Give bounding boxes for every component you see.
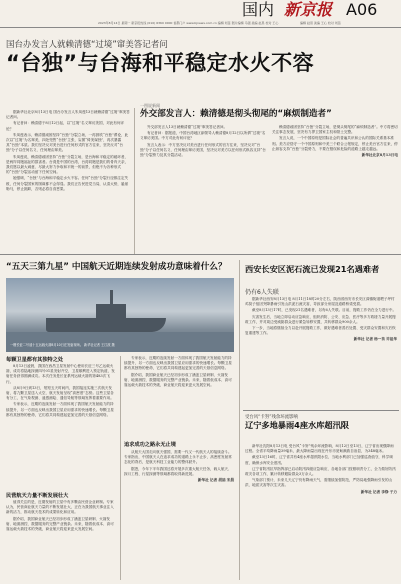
space-column-rule (120, 356, 121, 580)
ship-bridge-shape (96, 304, 126, 318)
section-rule (0, 254, 401, 255)
meta-line-right: 编辑 赵思 美编 王心 校对 刘苗 (300, 21, 341, 25)
space-body-1: 8月13日凌晨，我国在西昌卫星发射中心使用长征三号乙运载火箭，成功将陆地探测四号01星发射升空，卫星顺利进入预定轨道，发射任务获得圆满成功。本次任务是长征系列运载火箭的第483次飞行。 从8月9日到13日，短短五天时间内，我国接连实施三次航天发射，将九颗卫星送入太空，航天发射呈现“高密度”态势。这些卫星各有分工，在气象观测、遥感测绘、通信导航等领域发挥着重要作用。 专家表示，近期的连续发射一方面体现了我国航天发射能力的持续提升，另一方面也反映出我国卫星应用需求的快速增长。每颗卫星都有其独特的使命，它们将共同构建起更加完善的天基信息网络。 (6, 364, 115, 417)
flood-title: 西安长安区泥石流已发现21名遇难者 (245, 264, 380, 274)
flood-body: 据新华社西安8月13日电 8月11日18时20分左右，陕西省西安市长安区滦镇街道喂子坪村鸡窝子组因突降暴雨引发山洪泥石流灾害，导致部分房屋及道路桥梁受损。 截至8月13日17时，已发现21名遇难者，另有6人失联。目前，搜救工作仍在全力进行中。 灾害发生后，当地立即启动应急响应，组织消防、公安、应急、医疗等多方救援力量开展搜救工作，并对周边受威胁群众进行紧急转移安置，共转移群众900余人。 下一步，当地将继续全力以赴开展搜救工作，做好遇难者善后处置、受灾群众安置和灾后恢复重建等工作。 新华社 记者 杨一苗 许祖华 (245, 297, 397, 342)
section-label: 国内 (242, 0, 275, 19)
flood-deck: 仍有6人失联 (245, 289, 279, 296)
ship-mast-shape (110, 290, 113, 304)
ship-hull-shape (46, 318, 166, 332)
header-rule (0, 27, 401, 28)
brand-logo: 新京报 (284, 0, 333, 19)
liaoning-body: 新华社沈阳8月13日电 受台风“卡努”残余环流影响，8月12日至13日，辽宁省出现强降雨过程。全省平均降雨量39毫米，最大降雨量出现在丹东市宽甸满族自治县，为348毫米。 截至13日16时，辽宁省共有4座水库超汛限水位，当地水利部门已加强巡查值守，科学调度，确保水库安全度汛。 辽宁省防汛抗旱指挥部已启动防汛四级应急响应，各地各部门按照职责分工，全力做好防汛救灾各项工作，累计转移避险群众3万余人。 气象部门预计，未来几天辽宁仍有降雨天气，需继续加强防范，严防局地强降雨引发的山洪、地质灾害等次生灾害。 新华社 记者 李铮 于力 (245, 444, 397, 494)
feature-body: 外交部发言人13日就赖清德“过境”窜美答记者问。 有记者问：据报道，中国台湾地区副领导人赖清德8月12日以所谓“过境”名义窜访美国。中方对此有何评论？ 发言人表示：中方坚决反对美台进行任何形式的官方往来，坚决反对“台独”分子以任何名义、任何理由窜访美国，坚决反对美方以任何形式纵容支持“台独”分裂势力及其分裂活动。 赖清德顽固坚持“台独”分裂立场，是彻头彻尾的“麻烦制造者”。中方将密切关注事态发展，坚决有力捍卫国家主权和领土完整。 发言人说，一个中国原则是国际社会的普遍共识和公认的国际关系基本准则。美方应恪守一个中国原则和中美三个联合公报规定，停止美台官方往来，停止纵容支持“台独”分裂势力，不要在错误和危险的道路上越走越远。 新华社北京8月13日电 (140, 125, 398, 158)
launch-photo (6, 278, 234, 352)
space-body-3a: 专家表示，近期的连续发射一方面体现了我国航天发射能力的持续提升，另一方面也反映出我国卫星应用需求的快速增长。每颗卫星都有其独特的使命，它们将共同构建起更加完善的天基信息网络。 据介绍，我国商业航天已经初步形成了涵盖卫星研制、火箭发射、地面测控、数据服务的完整产业链条。未来，随着低成本、高可靠运载火箭技术的突破，商业航天将迎来更大发展空间。 (124, 356, 232, 388)
lead-body: 据新华社北京8月13日电 国台办发言人朱凤莲13日就赖清德“过境”窜美答记者问。 有记者问：赖清德于8月12日起，以“过境”名义窜访美国，对此有何评论？ 朱凤莲表示，赖清德顽固坚持“台独”分裂立场，一再鼓吹“台独”谬论，此次以“过境”为名窜美，四处兜售“台独”主张，妄图“倚美谋独”，再次暴露其“台独”本质。我们坚决反对美台进行任何形式的官方往来，坚决反对“台独”分子以任何名义、任何理由窜美。 朱凤莲说，赖清德顽固坚持“台独”分裂立场，是台海和平稳定的破坏者，是两岸同胞福祉的损害者。台湾是中国的台湾，台湾同胞是我们的骨肉天亲，我们愿以最大诚意、尽最大努力争取和平统一的前景，但绝不为各种形式的“台独”分裂活动留下任何空间。 她强调，“台独”与台海和平稳定水火不容。任何“台独”分裂行径都注定失败，任何分裂国家的图谋都不会得逞。我们正告民进党当局，认清大势，悬崖勒马，停止挑衅，否则必将自食恶果。 (6, 110, 130, 191)
right-section-rule (243, 410, 399, 411)
lead-title: “台独”与台海和平稳定水火不容 (6, 51, 315, 75)
space-subhead-3: 追求成功之路永无止境 (124, 442, 176, 448)
lead-kicker: 国台办发言人就赖清德“过境”窜美答记者问 (6, 40, 168, 50)
page-number: A06 (346, 0, 378, 19)
feature-kicker: 一图说新闻 (140, 103, 160, 108)
meta-line: 2023年8月14日 星期一 新京报热线 (010) 6360 0000 首都门户 www.bjnews.com.cn 编辑 刘苗 图片编辑 马强 美编 赵思 校对 王心 (98, 21, 279, 25)
space-body-3: 从航天大国走向航天强国，需要一代又一代航天人的接续奋斗。专家指出，中国航天人在追求成功的道路上永不止步，高密度发射常态化的背后，是航天科技工业能力的整体跃升。 据悉，今年下半年我国还将开展多次重大航天任务，载人航天、探月工程、行星探测等领域都将取得新进展。 新华社 记者 胡喆 宋晨 (124, 450, 234, 483)
right-column-rule (239, 260, 240, 580)
liaoning-kicker: 受台风“卡努”残余环流影响 (245, 415, 298, 420)
space-body-2: 值得关注的是，近期发射的卫星中有多颗由民营企业研制。专家认为，民营商业航天力量的不断发展壮大，正在为我国航天事业注入新的活力，推动航天技术的成果转化和应用。 据介绍，我国商业航天已经初步形成了涵盖卫星研制、火箭发射、地面测控、数据服务的完整产业链条。未来，随着低成本、高可靠运载火箭技术的突破，商业航天将迎来更大发展空间。 (6, 500, 114, 532)
feature-title: 外交部发言人：赖清德是彻头彻尾的“麻烦制造者” (140, 109, 332, 119)
liaoning-title: 辽宁多地暴雨4座水库超汛限 (245, 420, 349, 430)
photo-caption: 一艘长征二号遥十五运载火箭8月10日在发射现场。 新华社记者 王江波 摄 (10, 343, 115, 347)
masthead (0, 0, 401, 30)
column-rule (134, 108, 135, 254)
sea-surface (6, 332, 234, 352)
space-subhead-1: 每颗卫星都有其独特之处 (6, 357, 64, 363)
space-subhead-2: 民营航天力量不断发展壮大 (6, 493, 69, 499)
space-title: “五天三第九星” 中国航天近期连续发射成功意味着什么？ (6, 262, 227, 272)
